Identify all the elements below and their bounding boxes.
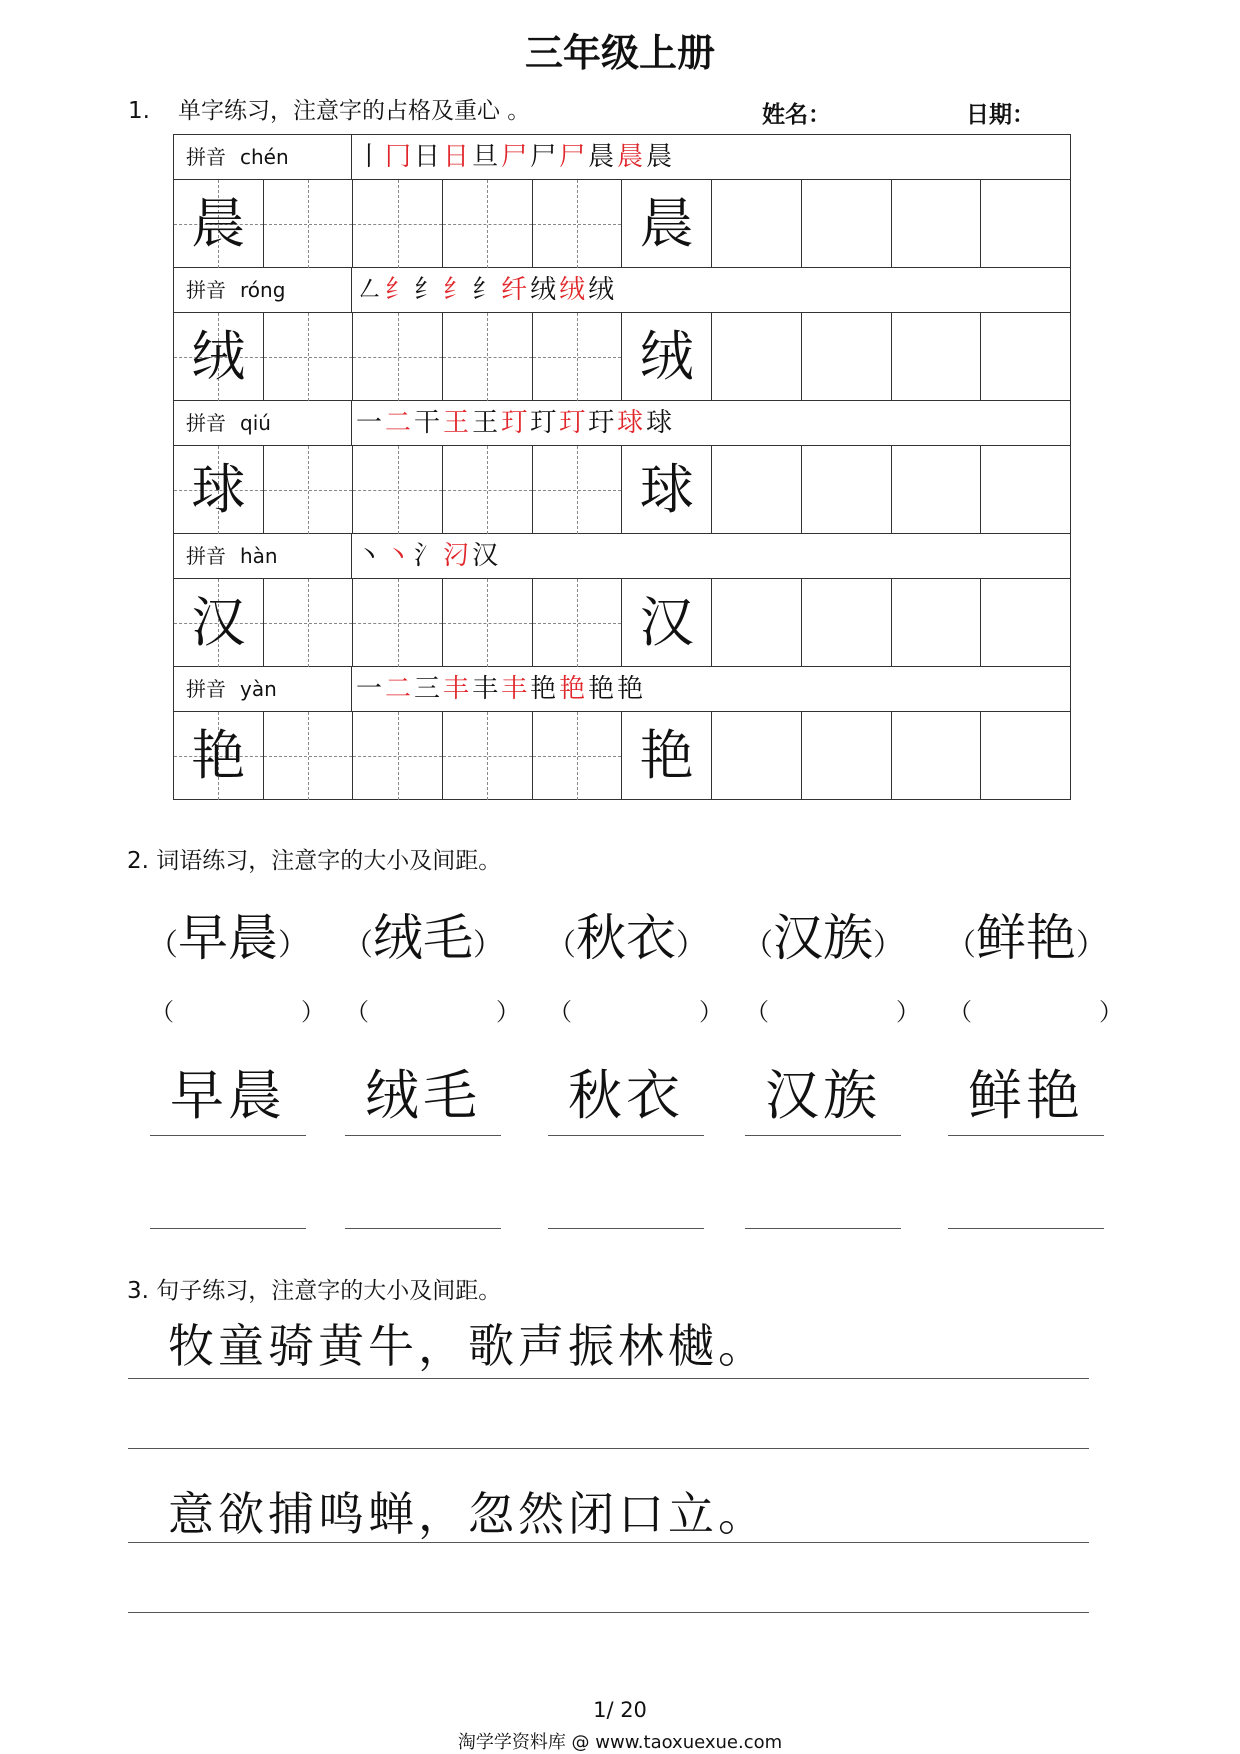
writing-line: [128, 1612, 1089, 1613]
stroke-step: 玎: [559, 408, 589, 438]
paren-close: ）: [301, 998, 325, 1026]
stroke-step: 纟: [414, 275, 444, 305]
stroke-step: 绒: [530, 275, 560, 305]
stroke-step: 日: [414, 142, 444, 172]
model-character: 晨: [191, 192, 246, 255]
paren-close: ）: [873, 929, 903, 962]
pinyin-caption: 拼音: [186, 411, 226, 435]
writing-cell: [533, 712, 623, 800]
pinyin-caption: 拼音: [186, 677, 226, 701]
writing-cell: [353, 579, 443, 667]
stroke-order: [352, 401, 1070, 445]
pinyin-blank: [548, 992, 723, 1027]
date-label: 日期：: [966, 102, 1035, 128]
pinyin-row: [174, 534, 1071, 579]
writing-cell: [174, 180, 264, 268]
writing-cell: [533, 446, 623, 534]
writing-cell: [892, 446, 982, 534]
writing-cell: [443, 579, 533, 667]
writing-cell: [712, 313, 802, 401]
model-character: 汉: [191, 591, 246, 654]
stroke-step: 艳: [617, 674, 647, 704]
sentence-2: 意欲捕鸣蝉，忽然闭口立。: [168, 1487, 768, 1541]
section1-heading: [128, 92, 530, 125]
stroke-step: 丰: [501, 674, 531, 704]
word: 早晨: [178, 909, 278, 967]
copy-word: 汉族: [745, 1060, 901, 1136]
writing-cell: [802, 579, 892, 667]
writing-cell: [533, 313, 623, 401]
paren-open: （: [548, 998, 572, 1026]
paren-open: （: [345, 998, 369, 1026]
writing-cell: [443, 180, 533, 268]
copy-word: 早晨: [150, 1060, 306, 1136]
pinyin-caption: 拼音: [186, 278, 226, 302]
word-bracket: [343, 898, 503, 970]
writing-cell: [533, 180, 623, 268]
pinyin-value: chén: [240, 145, 289, 169]
writing-cell: [622, 180, 712, 268]
stroke-step: 丶: [385, 541, 415, 571]
section1-number: 1.: [128, 98, 150, 124]
writing-cell: [981, 313, 1071, 401]
writing-cell: [622, 712, 712, 800]
stroke-step: 艳: [530, 674, 560, 704]
word-bracket: [148, 898, 308, 970]
word: 绒毛: [373, 909, 473, 967]
pinyin-caption: 拼音: [186, 544, 226, 568]
writing-cell: [174, 313, 264, 401]
writing-cell: [981, 446, 1071, 534]
pinyin-label: [174, 135, 352, 179]
stroke-step: 二: [385, 674, 415, 704]
paren-open: （: [343, 929, 373, 962]
footer: 淘学学资料库 @ www.taoxuexue.com: [457, 1732, 783, 1753]
stroke-step: 纟: [385, 275, 415, 305]
word: 鲜艳: [976, 909, 1076, 967]
paren-close: ）: [1076, 929, 1106, 962]
stroke-step: 晨: [646, 142, 676, 172]
character-row: [174, 313, 1071, 401]
pinyin-value: róng: [240, 278, 286, 302]
character-row: [174, 579, 1071, 667]
stroke-step: 日: [443, 142, 473, 172]
writing-cell: [802, 313, 892, 401]
writing-line: [128, 1542, 1089, 1543]
stroke-step: 纤: [501, 275, 531, 305]
word: 汉族: [773, 909, 873, 967]
model-character: 艳: [191, 724, 246, 787]
stroke-step: 纟: [443, 275, 473, 305]
writing-cell: [802, 446, 892, 534]
stroke-step: 纟: [472, 275, 502, 305]
stroke-step: 尸: [501, 142, 531, 172]
stroke-step: 氵: [414, 541, 444, 571]
writing-cell: [981, 579, 1071, 667]
stroke-step: 丰: [443, 674, 473, 704]
stroke-step: 尸: [559, 142, 589, 172]
stroke-order: [352, 667, 1070, 711]
writing-line: [745, 1227, 901, 1229]
stroke-order: [352, 135, 1070, 179]
page-title: 三年级上册: [524, 31, 715, 75]
writing-cell: [981, 712, 1071, 800]
stroke-order: [352, 534, 1070, 578]
stroke-step: 王: [443, 408, 473, 438]
writing-cell: [264, 180, 354, 268]
writing-cell: [353, 180, 443, 268]
stroke-step: 汉: [472, 541, 502, 571]
writing-cell: [712, 180, 802, 268]
writing-cell: [533, 579, 623, 667]
writing-line: [150, 1227, 306, 1229]
writing-line: [128, 1448, 1089, 1449]
paren-close: ）: [473, 929, 503, 962]
paren-open: （: [948, 998, 972, 1026]
stroke-order: [352, 268, 1070, 312]
pinyin-blank: [745, 992, 920, 1027]
stroke-step: 汈: [443, 541, 473, 571]
writing-cell: [443, 712, 533, 800]
practice-grid: [173, 134, 1071, 800]
writing-cell: [174, 446, 264, 534]
writing-cell: [712, 712, 802, 800]
stroke-step: 二: [385, 408, 415, 438]
word-bracket: [946, 898, 1106, 970]
stroke-step: 丶: [356, 541, 386, 571]
writing-cell: [892, 579, 982, 667]
pinyin-blank: [150, 992, 325, 1027]
copy-word: 秋衣: [548, 1060, 704, 1136]
sentence-1: 牧童骑黄牛，歌声振林樾。: [168, 1319, 768, 1373]
writing-line: [948, 1227, 1104, 1229]
character-row: [174, 446, 1071, 534]
stroke-step: 王: [472, 408, 502, 438]
writing-cell: [443, 313, 533, 401]
stroke-step: 旦: [472, 142, 502, 172]
writing-cell: [622, 313, 712, 401]
stroke-step: 玗: [588, 408, 618, 438]
word-bracket: [743, 898, 903, 970]
stroke-step: 尸: [530, 142, 560, 172]
stroke-step: 一: [356, 674, 386, 704]
pinyin-label: [174, 667, 352, 711]
name-label: 姓名：: [762, 102, 831, 128]
page-number: 1/ 20: [593, 1698, 647, 1722]
writing-line: [128, 1378, 1089, 1379]
stroke-step: 丰: [472, 674, 502, 704]
model-character: 汉: [639, 591, 694, 654]
writing-cell: [712, 446, 802, 534]
pinyin-row: [174, 268, 1071, 313]
stroke-step: 玎: [530, 408, 560, 438]
writing-cell: [712, 579, 802, 667]
stroke-step: 晨: [617, 142, 647, 172]
pinyin-blank: [948, 992, 1123, 1027]
writing-cell: [264, 313, 354, 401]
paren-close: ）: [278, 929, 308, 962]
pinyin-row: [174, 667, 1071, 712]
word-bracket: [546, 898, 706, 970]
paren-open: （: [743, 929, 773, 962]
stroke-step: ㇜: [356, 275, 386, 305]
pinyin-row: [174, 401, 1071, 446]
writing-cell: [981, 180, 1071, 268]
character-row: [174, 180, 1071, 268]
pinyin-caption: 拼音: [186, 145, 226, 169]
pinyin-value: qiú: [240, 411, 271, 435]
writing-line: [548, 1227, 704, 1229]
character-row: [174, 712, 1071, 800]
paren-open: （: [745, 998, 769, 1026]
writing-cell: [174, 579, 264, 667]
paren-close: ）: [1099, 998, 1123, 1026]
model-character: 球: [639, 458, 694, 521]
stroke-step: 绒: [588, 275, 618, 305]
writing-line: [345, 1227, 501, 1229]
section1-instruction: 单字练习，注意字的占格及重心 。: [178, 98, 531, 124]
stroke-step: 三: [414, 674, 444, 704]
word: 秋衣: [576, 909, 676, 967]
model-character: 绒: [191, 325, 246, 388]
writing-cell: [264, 446, 354, 534]
model-character: 球: [191, 458, 246, 521]
writing-cell: [802, 712, 892, 800]
pinyin-value: yàn: [240, 677, 277, 701]
writing-cell: [353, 313, 443, 401]
pinyin-label: [174, 401, 352, 445]
paren-close: ）: [676, 929, 706, 962]
stroke-step: 艳: [559, 674, 589, 704]
writing-cell: [264, 579, 354, 667]
paren-open: （: [148, 929, 178, 962]
writing-cell: [802, 180, 892, 268]
pinyin-label: [174, 268, 352, 312]
writing-cell: [622, 446, 712, 534]
model-character: 晨: [639, 192, 694, 255]
model-character: 艳: [639, 724, 694, 787]
writing-cell: [264, 712, 354, 800]
stroke-step: 球: [617, 408, 647, 438]
copy-word: 绒毛: [345, 1060, 501, 1136]
section2-heading: 2. 词语练习，注意字的大小及间距。: [127, 848, 502, 874]
pinyin-value: hàn: [240, 544, 278, 568]
stroke-step: 干: [414, 408, 444, 438]
pinyin-label: [174, 534, 352, 578]
writing-cell: [892, 712, 982, 800]
pinyin-blank: [345, 992, 520, 1027]
pinyin-row: [174, 135, 1071, 180]
stroke-step: 冂: [385, 142, 415, 172]
writing-cell: [892, 180, 982, 268]
paren-close: ）: [496, 998, 520, 1026]
writing-cell: [622, 579, 712, 667]
stroke-step: 球: [646, 408, 676, 438]
writing-cell: [443, 446, 533, 534]
paren-open: （: [546, 929, 576, 962]
stroke-step: 一: [356, 408, 386, 438]
stroke-step: 玎: [501, 408, 531, 438]
model-character: 绒: [639, 325, 694, 388]
stroke-step: 晨: [588, 142, 618, 172]
section3-heading: 3. 句子练习，注意字的大小及间距。: [127, 1278, 502, 1304]
paren-close: ）: [896, 998, 920, 1026]
paren-open: （: [150, 998, 174, 1026]
stroke-step: 丨: [356, 142, 386, 172]
paren-close: ）: [699, 998, 723, 1026]
paren-open: （: [946, 929, 976, 962]
stroke-step: 绒: [559, 275, 589, 305]
writing-cell: [174, 712, 264, 800]
writing-cell: [353, 712, 443, 800]
copy-word: 鲜艳: [948, 1060, 1104, 1136]
writing-cell: [353, 446, 443, 534]
stroke-step: 艳: [588, 674, 618, 704]
writing-cell: [892, 313, 982, 401]
